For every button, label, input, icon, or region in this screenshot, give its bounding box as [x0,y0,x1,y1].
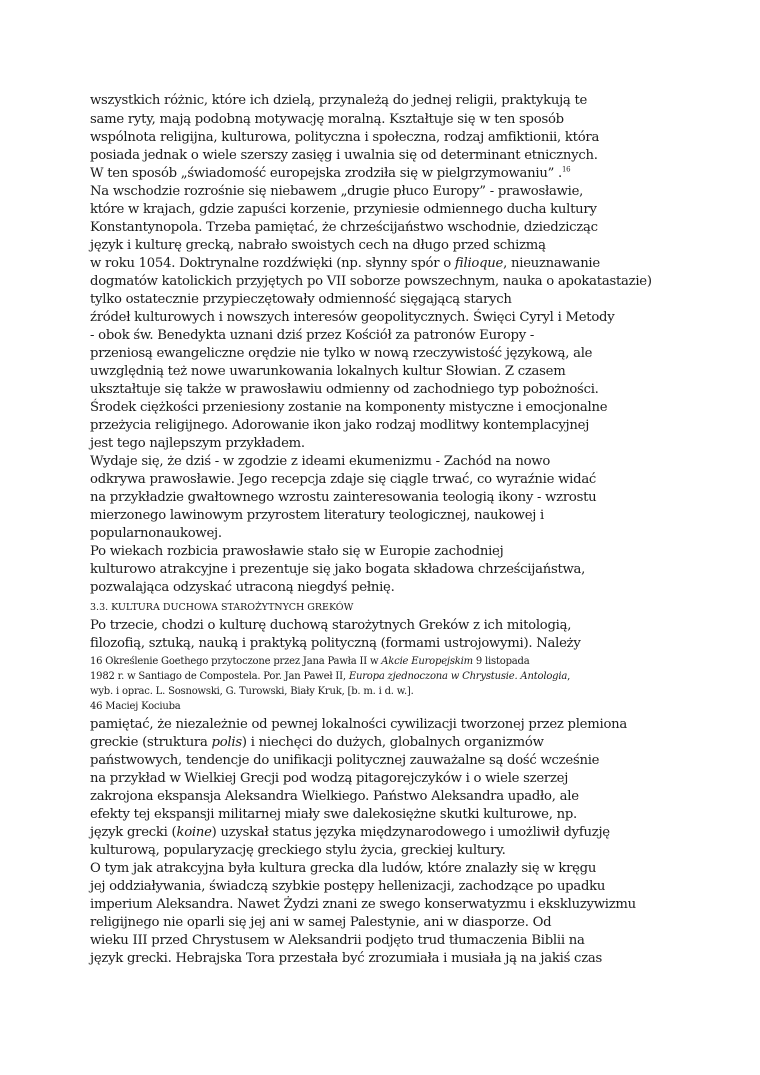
text-line: kulturowo atrakcyjne i prezentuje się jako bogata składowa chrześcijaństwa, [90,562,586,577]
text-span: 1982 r. w Santiago de Compostela. Por. Jan Paweł II, [90,671,349,682]
text-span: greckie (struktura [90,735,212,750]
text-line: jest tego najlepszym przykładem. [90,436,305,451]
text-span: 16 Określenie Goethego przytoczone przez Jana Pawła II w [90,656,382,667]
text-span: , [567,671,571,682]
text-line: popularnonaukowej. [90,526,222,541]
italic-term: koine [176,825,212,840]
text-line: Środek ciężkości przeniesiony zostanie na komponenty mistyczne i emocjonalne [90,400,608,415]
text-line: Wydaje się, że dziś - w zgodzie z ideami ekumenizmu - Zachód na nowo [90,454,551,469]
text-line: wspólnota religijna, kulturowa, polityczna i społeczna, rodzaj amfiktionii, która [90,130,600,145]
text-line: same ryty, mają podobną motywację moralną. Kształtuje się w ten sposób [90,112,564,127]
text-span: 9 listopada [472,656,530,667]
text-line: odkrywa prawosławie. Jego recepcja zdaje się ciągle trwać, co wyraźnie widać [90,472,597,487]
section-heading: 3.3. KULTURA DUCHOWA STAROŻYTNYCH GREKÓW [90,602,354,613]
text-line [90,734,544,752]
italic-term: filioque [454,256,504,271]
text-line: wszystkich różnic, które ich dzielą, przynależą do jednej religii, praktykują te [90,93,588,108]
text-line: na przykład w Wielkiej Grecji pod wodzą pitagorejczyków i o wiele szerzej [90,771,569,786]
text-span: język grecki ( [90,825,177,840]
footnote-line [90,655,530,668]
text-line: zakrojona ekspansja Aleksandra Wielkiego. Państwo Aleksandra upadło, ale [90,789,579,804]
text-span: W ten sposób „świadomość europejska zrodziła się w pielgrzymowaniu” . [90,166,562,181]
text-line: mierzonego lawinowym przyrostem literatury teologicznej, naukowej i [90,508,545,523]
text-line: posiada jednak o wiele szerszy zasięg i uwalnia się od determinant etnicznych. [90,148,598,163]
text-line: przeniosą ewangeliczne orędzie nie tylko w nową rzeczywistość językową, ale [90,346,593,361]
text-line: Konstantynopola. Trzeba pamiętać, że chrześcijaństwo wschodnie, dziedzicząc [90,220,598,235]
footnote-line [90,670,570,683]
text-line [90,255,600,273]
text-line [90,165,570,183]
text-line: Na wschodzie rozrośnie się niebawem „drugie płuco Europy” - prawosławie, [90,184,584,199]
text-line: Po trzecie, chodzi o kulturę duchową starożytnych Greków z ich mitologią, [90,618,572,633]
text-line: źródeł kulturowych i nowszych interesów geopolitycznych. Święci Cyryl i Metody [90,310,615,325]
text-span: w roku 1054. Doktrynalne rozdźwięki (np. słynny spór o [90,256,455,271]
text-line: język grecki. Hebrajska Tora przestała być zrozumiała i musiała ją na jakiś czas [90,951,603,966]
italic-title: Europa zjednoczona w Chrystusie. Antologia [348,671,568,682]
text-line: pozwalająca odzyskać utraconą niegdyś pełnię. [90,580,395,595]
text-line: język i kulturę grecką, nabrało swoistych cech na długo przed schizmą [90,238,546,253]
text-line: filozofią, sztuką, nauką i praktyką polityczną (formami ustrojowymi). Należy [90,636,581,651]
italic-term: polis [211,735,242,750]
text-line [90,824,610,842]
text-line: ukształtuje się także w prawosławiu odmienny od zachodniego typ pobożności. [90,382,599,397]
text-line: kulturową, popularyzację greckiego stylu życia, greckiej kultury. [90,843,506,858]
text-line: religijnego nie oparli się jej ani w samej Palestynie, ani w diasporze. Od [90,915,552,930]
text-span: ) uzyskał status języka międzynarodowego i umożliwił dyfuzję [211,825,610,840]
text-line: uwzględnią też nowe uwarunkowania lokalnych kultur Słowian. Z czasem [90,364,566,379]
text-line: O tym jak atrakcyjna była kultura grecka dla ludów, które znalazły się w kręgu [90,861,597,876]
text-line: przeżycia religijnego. Adorowanie ikon jako rodzaj modlitwy kontemplacyjnej [90,418,590,433]
text-line: - obok św. Benedykta uznani dziś przez Kościół za patronów Europy - [90,328,535,343]
text-line: pamiętać, że niezależnie od pewnej lokalności cywilizacji tworzonej przez plemiona [90,717,628,732]
text-line: wieku III przed Chrystusem w Aleksandrii podjęto trud tłumaczenia Biblii na [90,933,585,948]
italic-title: Akcie Europejskim [381,656,473,667]
footnote-line: wyb. i oprac. L. Sosnowski, G. Turowski, Biały Kruk, [b. m. i d. w.]. [90,686,414,697]
running-footer: 46 Maciej Kociuba [90,701,181,712]
text-line: które w krajach, gdzie zapuści korzenie, przyniesie odmiennego ducha kultury [90,202,597,217]
text-line: efekty tej ekspansji militarnej miały swe dalekosiężne skutki kulturowe, np. [90,807,577,822]
text-line: dogmatów katolickich przyjętych po VII soborze powszechnym, nauka o apokatastazie) [90,274,652,289]
text-line: jej oddziaływania, świadczą szybkie postępy hellenizacji, zachodzące po upadku [90,879,606,894]
text-line: państwowych, tendencje do unifikacji politycznej zauważalne są dość wcześnie [90,753,600,768]
text-line: na przykładzie gwałtownego wzrostu zainteresowania teologią ikony - wzrostu [90,490,597,505]
text-line: tylko ostatecznie przypieczętowały odmienność sięgającą starych [90,292,512,307]
text-span: , nieuznawanie [503,256,600,271]
text-span: ) i niechęci do dużych, globalnych organizmów [241,735,544,750]
footnote-ref: 16 [561,165,571,174]
text-line: Po wiekach rozbicia prawosławie stało się w Europie zachodniej [90,544,504,559]
text-line: imperium Aleksandra. Nawet Żydzi znani ze swego konserwatyzmu i ekskluzywizmu [90,897,636,912]
